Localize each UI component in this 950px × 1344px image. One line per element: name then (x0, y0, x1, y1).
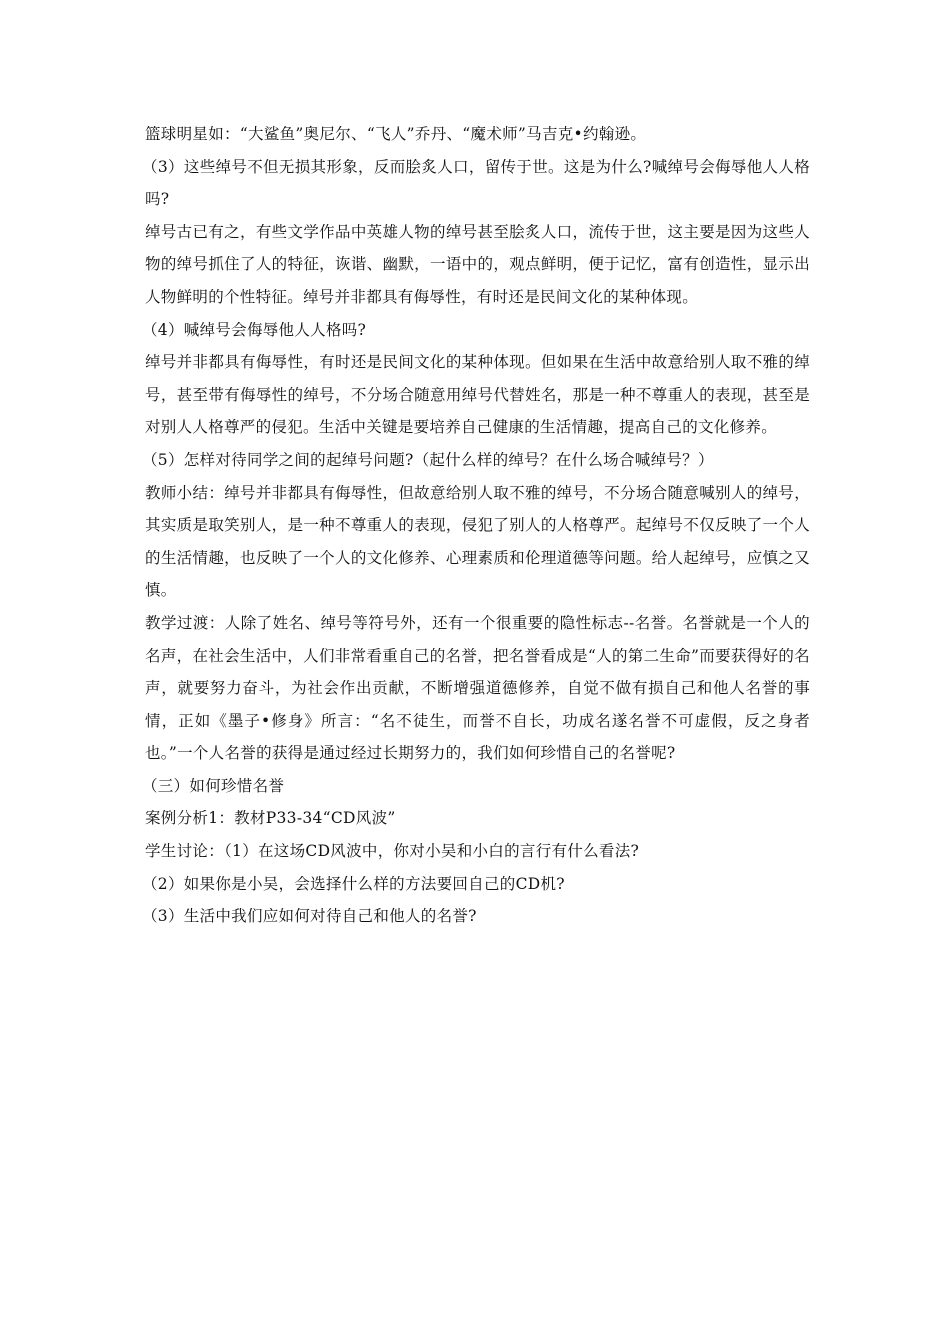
answer-3: 绰号古已有之，有些文学作品中英雄人物的绰号甚至脍炙人口，流传于世，这主要是因为这些人物的绰号抓住了人的特征，诙谐、幽默，一语中的，观点鲜明，便于记忆，富有创造性，显示出人物鲜明的个性特征。绰号并非都具有侮辱性，有时还是民间文化的某种体现。 (145, 222, 810, 306)
student-discussion-1: 学生讨论：（1）在这场CD风波中，你对小吴和小白的言行有什么看法? (145, 842, 640, 861)
question-5: （5）怎样对待同学之间的起绰号问题?（起什么样的绰号？在什么场合喊绰号？） (142, 450, 714, 469)
section-heading-cherish-reputation: （三）如何珍惜名誉 (142, 776, 285, 795)
case-analysis-1: 案例分析1：教材P33-34“CD风波” (145, 809, 396, 828)
student-discussion-3: （3）生活中我们应如何对待自己和他人的名誉? (142, 907, 477, 926)
paragraph-basketball-stars: 篮球明星如：“大鲨鱼”奥尼尔、“飞人”乔丹、“魔术师”马吉克•约翰逊。 (145, 125, 647, 143)
student-discussion-2: （2）如果你是小吴，会选择什么样的方法要回自己的CD机? (142, 874, 565, 893)
answer-4: 绰号并非都具有侮辱性，有时还是民间文化的某种体现。但如果在生活中故意给别人取不雅的绰号，甚至带有侮辱性的绰号，不分场合随意用绰号代替姓名，那是一种不尊重人的表现，甚至是对别人人格尊严的侵犯。生活中关键是要培养自己健康的生活情趣，提高自己的文化修养。 (145, 353, 810, 437)
question-3: （3）这些绰号不但无损其形象，反而脍炙人口，留传于世。这是为什么?喊绰号会侮辱他人人格吗? (142, 157, 810, 209)
teaching-transition: 教学过渡：人除了姓名、绰号等符号外，还有一个很重要的隐性标志--名誉。名誉就是一个人的名声，在社会生活中，人们非常看重自己的名誉，把名誉看成是“人的第二生命”而要获得好的名声，就要努力奋斗，为社会作出贡献，不断增强道德修养，自觉不做有损自己和他人名誉的事情，正如《墨子•修身》所言：“名不徒生，而誉不自长，功成名遂名誉不可虚假，反之身者也。”一个人名誉的获得是通过经过长期努力的，我们如何珍惜自己的名誉呢? (145, 613, 810, 763)
document-body (142, 118, 810, 933)
teacher-summary: 教师小结：绰号并非都具有侮辱性，但故意给别人取不雅的绰号，不分场合随意喊别人的绰号，其实质是取笑别人，是一种不尊重人的表现，侵犯了别人的人格尊严。起绰号不仅反映了一个人的生活情趣，也反映了一个人的文化修养、心理素质和伦理道德等问题。给人起绰号，应慎之又慎。 (145, 483, 810, 600)
question-4: （4）喊绰号会侮辱他人人格吗? (142, 320, 367, 339)
